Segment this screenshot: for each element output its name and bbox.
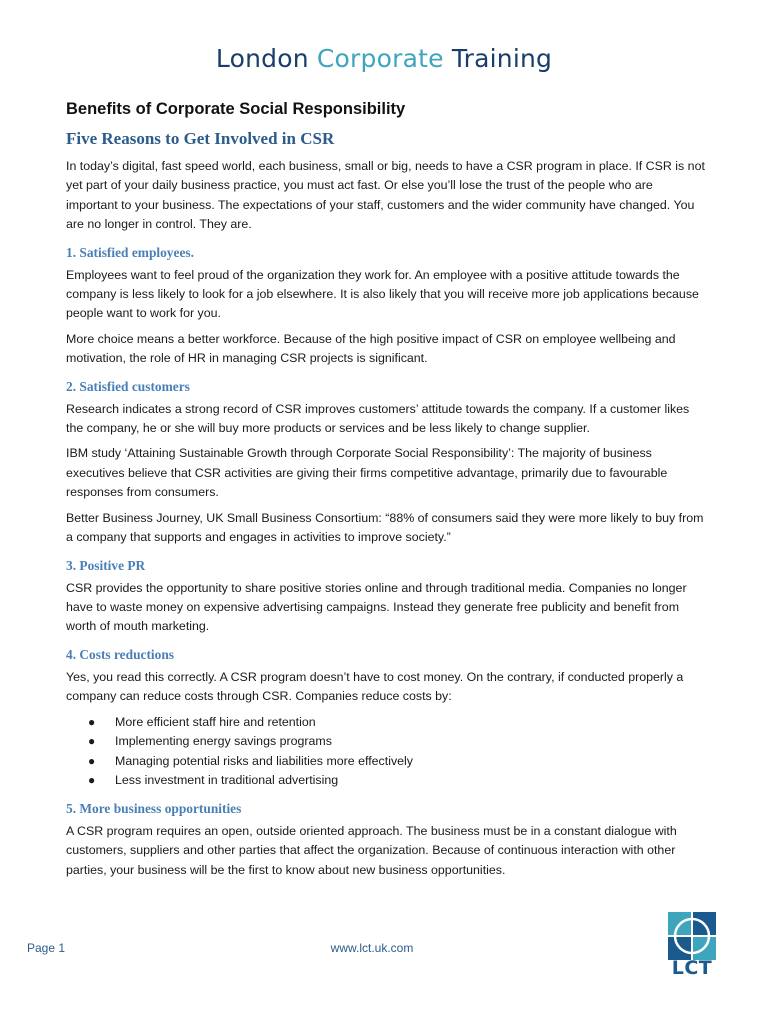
list-item-text: More efficient staff hire and retention bbox=[115, 714, 316, 729]
bullet-icon: ● bbox=[88, 753, 96, 768]
section-heading: 4. Costs reductions bbox=[66, 646, 175, 662]
bullet-icon: ● bbox=[88, 773, 96, 788]
section-business-opportunities bbox=[66, 801, 706, 880]
paragraph: CSR provides the opportunity to share positive stories online and through traditional media. Companies no longer have to waste money on expensive advertising campaigns. Instead they generate free publicity and benefit from worth of mouth marketing. bbox=[66, 580, 687, 634]
list-item bbox=[88, 732, 706, 752]
bullet-icon: ● bbox=[88, 734, 96, 749]
paragraph: IBM study ‘Attaining Sustainable Growth through Corporate Social Responsibility’: The majority of business executives believe that CSR activities are giving their firms competitive advantage, primarily due to favourable responses from consumers. bbox=[66, 446, 668, 500]
list-item bbox=[88, 713, 706, 733]
section-heading: 1. Satisfied employees. bbox=[66, 244, 194, 260]
masthead-training: Training bbox=[451, 44, 553, 73]
paragraph: More choice means a better workforce. Because of the high positive impact of CSR on employee wellbeing and motivation, the role of HR in managing CSR projects is significant. bbox=[66, 331, 676, 366]
intro-paragraph: In today’s digital, fast speed world, each business, small or big, needs to have a CSR program in place. If CSR is not yet part of your daily business practice, you must act fast. Or else you’ll lose the trust of the people who are important to your business. The expectations of your staff, customers and the wider community have changed. You are no longer in control. They are. bbox=[66, 159, 705, 232]
document-subtitle: Five Reasons to Get Involved in CSR bbox=[66, 129, 335, 148]
section-heading: 2. Satisfied customers bbox=[66, 378, 190, 394]
list-item-text: Implementing energy savings programs bbox=[115, 734, 332, 749]
paragraph: Yes, you read this correctly. A CSR program doesn’t have to cost money. On the contrary, if conducted properly a company can reduce costs through CSR. Companies reduce costs by: bbox=[66, 669, 684, 704]
masthead-london: London bbox=[215, 44, 309, 73]
page-number: Page 1 bbox=[27, 941, 66, 955]
section-costs-reductions bbox=[66, 647, 706, 791]
logo-text: LCT bbox=[671, 957, 713, 979]
section-satisfied-employees bbox=[66, 245, 706, 369]
list-item-text: Less investment in traditional advertising bbox=[115, 773, 339, 788]
section-heading: 5. More business opportunities bbox=[66, 800, 242, 816]
list-item bbox=[88, 771, 706, 791]
paragraph: Employees want to feel proud of the organization they work for. An employee with a positive attitude towards the company is less likely to look for a job elsewhere. It is also likely that you will receive more job applications because people want to work for you. bbox=[66, 267, 699, 321]
paragraph: Better Business Journey, UK Small Business Consortium: “88% of consumers said they were more likely to buy from a company that supports and engages in activities to improve society.” bbox=[66, 510, 704, 545]
section-positive-pr bbox=[66, 558, 706, 637]
list-item-text: Managing potential risks and liabilities more effectively bbox=[115, 753, 413, 768]
section-satisfied-customers bbox=[66, 379, 706, 548]
paragraph: Research indicates a strong record of CSR improves customers’ attitude towards the company. If a customer likes the company, he or she will buy more products or services and be less likely to change supplier. bbox=[66, 401, 690, 436]
masthead-corporate: Corporate bbox=[316, 44, 444, 73]
paragraph: A CSR program requires an open, outside oriented approach. The business must be in a constant dialogue with customers, suppliers and other parties that affect the organization. Because of continuous interaction with other parties, your business will be the first to know about new business opportunities. bbox=[66, 823, 677, 877]
footer-url-link[interactable]: www.lct.uk.com bbox=[330, 941, 414, 955]
list-item bbox=[88, 752, 706, 772]
bullet-icon: ● bbox=[88, 714, 96, 729]
document-title: Benefits of Corporate Social Responsibility bbox=[66, 100, 406, 118]
document-body bbox=[66, 100, 706, 886]
masthead bbox=[0, 44, 768, 73]
cost-reduction-list bbox=[66, 713, 706, 791]
section-heading: 3. Positive PR bbox=[66, 557, 146, 573]
